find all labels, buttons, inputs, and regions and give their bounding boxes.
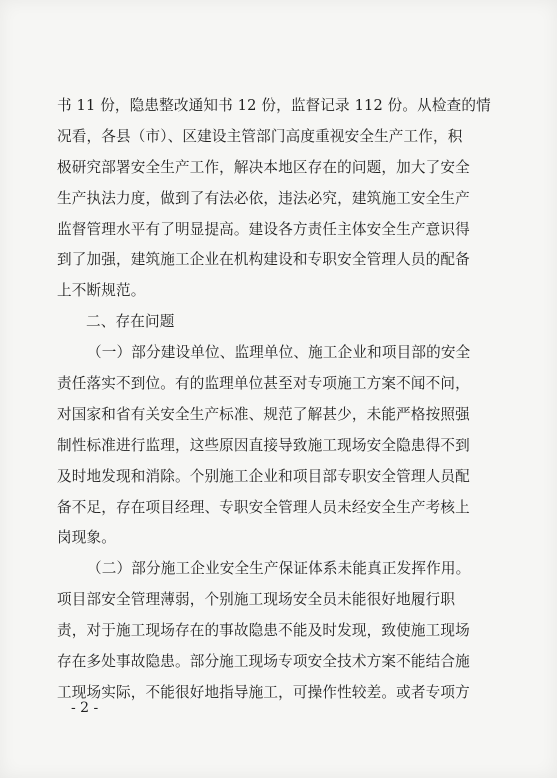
paragraph-start-line: （二）部分施工企业安全生产保证体系未能真正发挥作用。 xyxy=(87,560,471,578)
body-line: 况看，各县（市）、区建设主管部门高度重视安全生产工作，积 xyxy=(57,127,463,145)
body-line: 工现场实际，不能很好地指导施工，可操作性较差。或者专项方 xyxy=(57,683,470,701)
body-line: 书 11 份，隐患整改通知书 12 份，监督记录 112 份。从检查的情 xyxy=(57,97,491,114)
body-line: 岗现象。 xyxy=(57,529,116,547)
body-line: 责，对于施工现场存在的事故隐患不能及时发现，致使施工现场 xyxy=(57,622,470,640)
body-line: 备不足，存在项目经理、专职安全管理人员未经安全生产考核上 xyxy=(57,498,470,516)
body-line: 项目部安全管理薄弱，个别施工现场安全员未能很好地履行职 xyxy=(57,591,456,609)
body-line: 上不断规范。 xyxy=(57,282,146,300)
body-line: 责任落实不到位。有的监理单位甚至对专项施工方案不闻不问， xyxy=(57,375,470,393)
body-line: 存在多处事故隐患。部分施工现场专项安全技术方案不能结合施 xyxy=(57,653,470,671)
body-line: 到了加强，建筑施工企业在机构建设和专职安全管理人员的配备 xyxy=(57,251,470,269)
body-line: 监督管理水平有了明显提高。建设各方责任主体安全生产意识得 xyxy=(57,220,470,238)
body-line: 及时地发现和消除。个别施工企业和项目部专职安全管理人员配 xyxy=(57,467,470,485)
paragraph-start-line: （一）部分建设单位、监理单位、施工企业和项目部的安全 xyxy=(87,344,471,362)
body-line: 对国家和省有关安全生产标准、规范了解甚少，未能严格按照强 xyxy=(57,405,470,423)
section-heading: 二、存在问题 xyxy=(86,313,175,331)
body-line: 制性标准进行监理，这些原因直接导致施工现场安全隐患得不到 xyxy=(57,436,470,454)
body-line: 生产执法力度，做到了有法必依，违法必究，建筑施工安全生产 xyxy=(57,189,470,207)
body-line: 极研究部署安全生产工作，解决本地区存在的问题，加大了安全 xyxy=(57,158,470,176)
document-body xyxy=(57,91,509,709)
page-number: - 2 - xyxy=(71,700,99,716)
